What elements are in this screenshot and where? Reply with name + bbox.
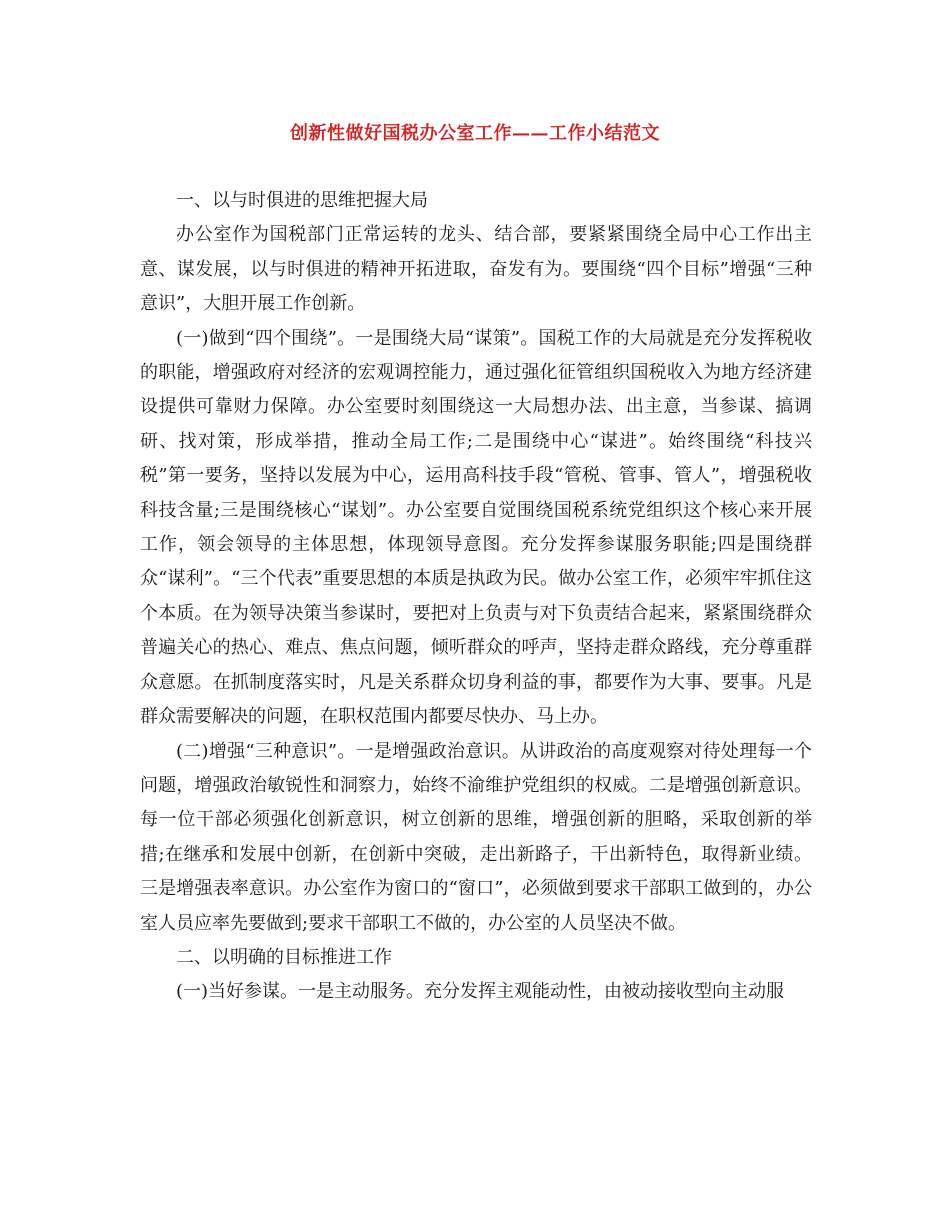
section-heading: 二、以明确的目标推进工作	[176, 946, 392, 968]
document-title: 创新性做好国税办公室工作——工作小结范文	[290, 123, 660, 144]
paragraph: (二)增强“三种意识”。一是增强政治意识。从讲政治的高度观察对待处理每一个问题，增强政治敏锐性和洞察力，始终不渝维护党组织的权威。二是增强创新意识。每一位干部必须强化创新意识，树立创新的思维，增强创新的胆略，采取创新的举措;在继承和发展中创新，在创新中突破，走出新路子，干出新特色，取得新业绩。三是增强表率意识。办公室作为窗口的“窗口”，必须做到要求干部职工做到的，办公室人员应率先要做到;要求干部职工不做的，办公室的人员坚决不做。	[140, 740, 812, 934]
section-heading: 一、以与时俱进的思维把握大局	[176, 190, 428, 211]
paragraph: 办公室作为国税部门正常运转的龙头、结合部，要紧紧围绕全局中心工作出主意、谋发展，以与时俱进的精神开拓进取，奋发有为。要围绕“四个目标”增强“三种意识”，大胆开展工作创新。	[140, 224, 812, 315]
paragraph: (一)当好参谋。一是主动服务。充分发挥主观能动性，由被动接收型向主动服	[176, 981, 785, 1003]
document-body	[140, 184, 812, 1010]
paragraph: (一)做到“四个围绕”。一是围绕大局“谋策”。国税工作的大局就是充分发挥税收的职能，增强政府对经济的宏观调控能力，通过强化征管组织国税收入为地方经济建设提供可靠财力保障。办公室要时刻围绕这一大局想办法、出主意，当参谋、搞调研、找对策，形成举措，推动全局工作;二是围绕中心“谋进”。始终围绕“科技兴税”第一要务，坚持以发展为中心，运用高科技手段“管税、管事、管人”，增强税收科技含量;三是围绕核心“谋划”。办公室要自觉围绕国税系统党组织这个核心来开展工作，领会领导的主体思想，体现领导意图。充分发挥参谋服务职能;四是围绕群众“谋利”。“三个代表”重要思想的本质是执政为民。做办公室工作，必须牢牢抓住这个本质。在为领导决策当参谋时，要把对上负责与对下负责结合起来，紧紧围绕群众普遍关心的热心、难点、焦点问题，倾听群众的呼声，坚持走群众路线，充分尊重群众意愿。在抓制度落实时，凡是关系群众切身利益的事，都要作为大事、要事。凡是群众需要解决的问题，在职权范围内都要尽快办、马上办。	[140, 327, 812, 728]
